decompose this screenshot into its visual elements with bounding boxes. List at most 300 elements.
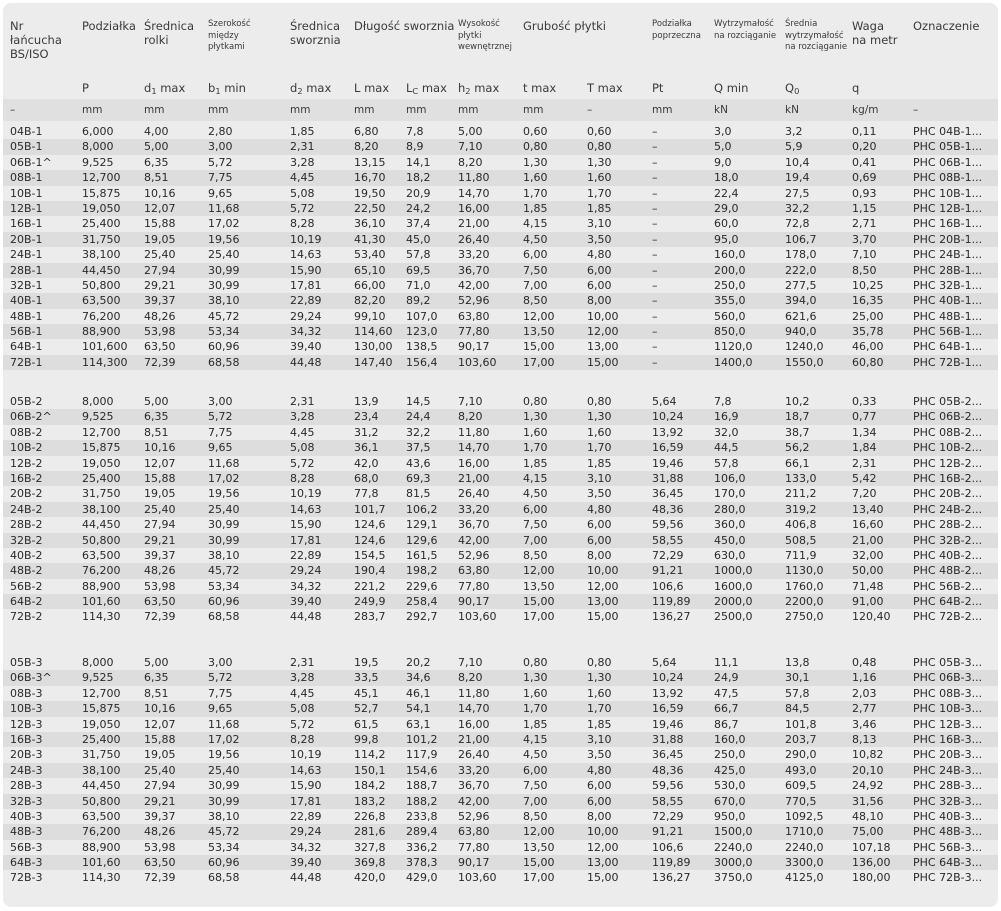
table-cell: 14,1 (406, 155, 431, 169)
table-cell: 6,00 (523, 248, 548, 262)
table-cell: 42,00 (458, 278, 490, 292)
table-cell: PHC 06B-2... (913, 410, 983, 424)
column-symbol (652, 77, 663, 99)
table-row (3, 216, 998, 231)
table-cell: 1130,0 (785, 564, 824, 578)
table-cell: 0,11 (852, 125, 877, 138)
table-cell: 281,6 (354, 825, 386, 839)
table-cell: PHC 48B-3... (913, 825, 983, 839)
table-cell: 249,9 (354, 595, 386, 609)
table-cell: 50,800 (82, 794, 121, 808)
table-cell: 1,84 (852, 441, 877, 455)
column-unit: – (10, 104, 16, 116)
table-cell: 7,10 (458, 140, 483, 154)
table-cell: 58,55 (652, 533, 684, 547)
column-symbol (144, 77, 185, 100)
table-cell: 42,00 (458, 794, 490, 808)
table-cell: 15,875 (82, 186, 121, 200)
table-row (3, 186, 998, 201)
table-cell: 3750,0 (714, 871, 753, 885)
table-cell: 8,000 (82, 656, 114, 669)
table-cell: 91,21 (652, 564, 684, 578)
table-cell: 60,80 (852, 355, 884, 369)
table-cell: 64B-1 (10, 340, 43, 354)
table-cell: 59,56 (652, 779, 684, 793)
table-cell: 188,7 (406, 779, 438, 793)
table-cell: 17,02 (208, 217, 240, 231)
table-cell: 7,00 (523, 533, 548, 547)
table-cell: 5,00 (458, 125, 483, 138)
symbol-letter: L (354, 81, 361, 95)
table-cell: 56B-2 (10, 579, 43, 593)
table-cell: 2,03 (852, 686, 877, 700)
table-cell: 10,24 (652, 671, 684, 685)
table-cell: 29,21 (144, 533, 176, 547)
table-cell: 19,46 (652, 717, 684, 731)
table-cell: 3,2 (785, 125, 803, 138)
symbol-qualifier: max (418, 81, 447, 95)
table-cell: 36,1 (354, 441, 379, 455)
symbol-qualifier: max (302, 81, 332, 95)
table-cell: – (652, 263, 658, 277)
column-header: Waga na metr (852, 19, 898, 47)
table-cell: 38,10 (208, 294, 240, 308)
table-cell: 38,10 (208, 548, 240, 562)
table-cell: 38,7 (785, 425, 810, 439)
table-cell: 11,68 (208, 717, 240, 731)
table-cell: 31,88 (652, 471, 684, 485)
table-cell: PHC 28B-3... (913, 779, 983, 793)
table-cell: PHC 56B-2... (913, 579, 983, 593)
table-row (3, 170, 998, 185)
table-cell: 106,2 (406, 502, 438, 516)
table-cell: 5,00 (144, 140, 169, 154)
table-cell: 05B-3 (10, 656, 43, 669)
table-cell: 12B-2 (10, 456, 43, 470)
table-row (3, 471, 998, 486)
table-cell: 8,00 (587, 294, 612, 308)
table-cell: 69,5 (406, 263, 431, 277)
table-cell: 10,00 (587, 825, 619, 839)
table-cell: 11,68 (208, 201, 240, 215)
table-cell: 45,72 (208, 309, 240, 323)
table-cell: 1,30 (523, 410, 548, 424)
table-cell: 136,27 (652, 610, 691, 624)
table-cell: 8,20 (458, 410, 483, 424)
table-cell: 1,30 (587, 410, 612, 424)
table-cell: 29,21 (144, 794, 176, 808)
table-cell: 1,30 (587, 671, 612, 685)
table-cell: 6,00 (587, 779, 612, 793)
table-cell: 7,10 (458, 395, 483, 408)
table-cell: 17,81 (290, 278, 322, 292)
table-cell: 5,72 (290, 201, 315, 215)
table-row (3, 840, 998, 855)
table-cell: 14,70 (458, 441, 490, 455)
table-cell: 39,37 (144, 294, 176, 308)
table-cell: 1,60 (587, 171, 612, 185)
table-cell: 22,89 (290, 294, 322, 308)
table-cell: 450,0 (714, 533, 746, 547)
table-cell: – (652, 340, 658, 354)
table-cell: 61,5 (354, 717, 379, 731)
table-cell: 3,10 (587, 217, 612, 231)
table-row (3, 655, 998, 670)
table-cell: 0,80 (523, 656, 548, 669)
table-cell: 13,8 (785, 656, 810, 669)
table-cell: 12,07 (144, 717, 176, 731)
table-cell: 3,50 (587, 487, 612, 501)
table-cell: 16,00 (458, 717, 490, 731)
table-cell: 1,70 (523, 702, 548, 716)
column-header: Średnia wytrzymałość na rozciąganie (785, 19, 848, 52)
table-row (3, 324, 998, 339)
table-cell: 5,9 (785, 140, 803, 154)
table-cell: 34,32 (290, 325, 322, 339)
table-cell: 4,80 (587, 502, 612, 516)
symbol-letter: Pt (652, 81, 664, 95)
table-cell: 57,8 (406, 248, 431, 262)
table-cell: 950,0 (714, 809, 746, 823)
table-cell: 5,64 (652, 656, 677, 669)
table-cell: 5,72 (208, 410, 233, 424)
table-cell: 20B-3 (10, 748, 43, 762)
table-cell: 24,92 (852, 779, 884, 793)
table-row (3, 278, 998, 293)
table-cell: 130,00 (354, 340, 393, 354)
table-cell: 101,2 (406, 732, 438, 746)
table-row (3, 425, 998, 440)
table-cell: 12,00 (523, 825, 555, 839)
table-cell: 1,70 (523, 441, 548, 455)
table-row (3, 563, 998, 578)
table-cell: 16,00 (458, 456, 490, 470)
table-cell: 18,0 (714, 171, 739, 185)
symbol-qualifier: max (156, 81, 186, 95)
table-cell: 48B-3 (10, 825, 43, 839)
table-cell: 60,96 (208, 856, 240, 870)
table-cell: 101,7 (354, 502, 386, 516)
table-cell: 63,50 (144, 340, 176, 354)
column-symbol (523, 77, 556, 99)
table-cell: 6,00 (587, 263, 612, 277)
table-row (3, 456, 998, 471)
table-cell: 39,40 (290, 595, 322, 609)
table-cell: 226,8 (354, 809, 386, 823)
table-cell: 280,0 (714, 502, 746, 516)
table-cell: PHC 24B-1... (913, 248, 983, 262)
table-cell: 26,40 (458, 232, 490, 246)
table-row (3, 670, 998, 685)
column-unit: kg/m (852, 104, 879, 116)
table-cell: 68,58 (208, 871, 240, 885)
table-cell: 33,20 (458, 502, 490, 516)
table-cell: 19,50 (354, 186, 386, 200)
table-cell: 19,5 (354, 656, 379, 669)
table-cell: 14,5 (406, 395, 431, 408)
table-cell: 21,00 (852, 533, 884, 547)
table-cell: 8,28 (290, 471, 315, 485)
table-cell: 18,2 (406, 171, 431, 185)
table-cell: 114,60 (354, 325, 393, 339)
table-cell: 4,50 (523, 748, 548, 762)
column-header: Oznaczenie (913, 19, 980, 33)
table-cell: 1000,0 (714, 564, 753, 578)
table-cell: 40B-3 (10, 809, 43, 823)
table-cell: 5,00 (144, 395, 169, 408)
table-row (3, 686, 998, 701)
table-row (3, 155, 998, 170)
table-cell: 233,8 (406, 809, 438, 823)
table-cell: 10,16 (144, 186, 176, 200)
table-cell: 15,88 (144, 471, 176, 485)
table-cell: 12,00 (523, 309, 555, 323)
table-cell: 3000,0 (714, 856, 753, 870)
table-row (3, 763, 998, 778)
table-cell: PHC 05B-3... (913, 656, 983, 669)
table-cell: 8,000 (82, 140, 114, 154)
table-cell: 425,0 (714, 763, 746, 777)
table-cell: 4125,0 (785, 871, 824, 885)
table-cell: 106,0 (714, 471, 746, 485)
table-group-single-strand (3, 124, 998, 370)
table-cell: 88,900 (82, 579, 121, 593)
table-cell: – (652, 325, 658, 339)
table-cell: 6,35 (144, 155, 169, 169)
table-cell: 119,89 (652, 856, 691, 870)
table-cell: 1,85 (587, 201, 612, 215)
column-header: Podziałka (82, 19, 136, 33)
table-cell: – (652, 217, 658, 231)
table-cell: 133,0 (785, 471, 817, 485)
table-cell: 32,2 (406, 425, 431, 439)
table-cell: 84,5 (785, 702, 810, 716)
table-cell: 7,50 (523, 779, 548, 793)
table-cell: 32B-3 (10, 794, 43, 808)
table-cell: 60,96 (208, 340, 240, 354)
table-cell: – (652, 309, 658, 323)
table-cell: 72,29 (652, 548, 684, 562)
table-cell: 15,00 (587, 610, 619, 624)
table-cell: 36,45 (652, 487, 684, 501)
table-cell: PHC 40B-3... (913, 809, 983, 823)
symbol-letter: h (458, 81, 466, 95)
table-cell: 420,0 (354, 871, 386, 885)
table-cell: 16,35 (852, 294, 884, 308)
table-cell: 117,9 (406, 748, 438, 762)
table-cell: 16,59 (652, 702, 684, 716)
table-cell: 4,45 (290, 425, 315, 439)
table-cell: 22,89 (290, 548, 322, 562)
table-row (3, 124, 998, 139)
table-cell: 5,64 (652, 395, 677, 408)
table-cell: 15,875 (82, 702, 121, 716)
table-cell: 850,0 (714, 325, 746, 339)
column-header: Wytrzymałość na rozciąganie (714, 19, 777, 41)
table-cell: – (652, 355, 658, 369)
table-row (3, 394, 998, 409)
table-cell: 123,0 (406, 325, 438, 339)
table-cell: 12,700 (82, 425, 121, 439)
symbol-subscript: C (412, 86, 419, 96)
table-cell: 4,50 (523, 487, 548, 501)
table-cell: 3,10 (587, 471, 612, 485)
table-cell: 198,2 (406, 564, 438, 578)
table-cell: 406,8 (785, 518, 817, 532)
column-symbol (406, 77, 447, 100)
table-cell: 47,5 (714, 686, 739, 700)
table-cell: 25,400 (82, 732, 121, 746)
table-cell: 114,30 (82, 610, 121, 624)
table-cell: 15,88 (144, 217, 176, 231)
table-cell: 188,2 (406, 794, 438, 808)
table-cell: 1,34 (852, 425, 877, 439)
table-cell: 4,45 (290, 171, 315, 185)
table-cell: 57,8 (785, 686, 810, 700)
table-cell: 88,900 (82, 325, 121, 339)
table-cell: 6,35 (144, 671, 169, 685)
table-cell: 30,99 (208, 794, 240, 808)
table-cell: 19,050 (82, 201, 121, 215)
column-unit: mm (652, 104, 673, 116)
table-cell: 621,6 (785, 309, 817, 323)
table-cell: 43,6 (406, 456, 431, 470)
table-cell: 429,0 (406, 871, 438, 885)
table-cell: 76,200 (82, 564, 121, 578)
table-cell: 609,5 (785, 779, 817, 793)
table-cell: 11,80 (458, 171, 490, 185)
table-cell: 25,40 (144, 763, 176, 777)
table-cell: 29,24 (290, 564, 322, 578)
table-cell: 11,80 (458, 425, 490, 439)
table-cell: 8,50 (523, 809, 548, 823)
table-cell: PHC 48B-1... (913, 309, 983, 323)
table-cell: 33,20 (458, 248, 490, 262)
table-cell: 39,40 (290, 856, 322, 870)
table-row (3, 747, 998, 762)
table-cell: PHC 64B-1... (913, 340, 983, 354)
table-cell: PHC 08B-1... (913, 171, 983, 185)
symbol-qualifier: min (220, 81, 246, 95)
table-cell: 16,60 (852, 518, 884, 532)
column-header: Nr łańcucha BS/ISO (10, 19, 62, 61)
table-cell: 170,0 (714, 487, 746, 501)
column-unit: mm (144, 104, 165, 116)
column-unit: mm (523, 104, 544, 116)
table-cell: 12,00 (523, 564, 555, 578)
table-cell: 99,8 (354, 732, 379, 746)
table-cell: 39,37 (144, 809, 176, 823)
table-cell: 36,70 (458, 779, 490, 793)
table-cell: 77,80 (458, 325, 490, 339)
table-cell: 17,00 (523, 355, 555, 369)
table-cell: 106,6 (652, 840, 684, 854)
table-cell: 33,20 (458, 763, 490, 777)
table-cell: 14,63 (290, 763, 322, 777)
symbol-letter: Q (785, 81, 795, 95)
symbol-letter: q (852, 81, 860, 95)
table-cell: 5,42 (852, 471, 877, 485)
table-cell: 12,00 (587, 840, 619, 854)
table-cell: 5,72 (290, 456, 315, 470)
table-cell: 06B-3^ (10, 671, 52, 685)
table-cell: 11,68 (208, 456, 240, 470)
table-cell: 44,48 (290, 610, 322, 624)
table-cell: 222,0 (785, 263, 817, 277)
table-cell: 48,36 (652, 763, 684, 777)
table-cell: 10B-3 (10, 702, 43, 716)
table-cell: 5,08 (290, 186, 315, 200)
table-cell: 29,21 (144, 278, 176, 292)
column-symbol (458, 77, 499, 100)
table-cell: 58,55 (652, 794, 684, 808)
table-cell: 7,8 (406, 125, 424, 138)
table-cell: PHC 72B-1... (913, 355, 983, 369)
table-cell: 15,00 (523, 856, 555, 870)
table-row (3, 309, 998, 324)
table-cell: 38,100 (82, 248, 121, 262)
table-cell: 21,00 (458, 732, 490, 746)
table-cell: 99,10 (354, 309, 386, 323)
table-cell: 103,60 (458, 610, 497, 624)
table-cell: 6,35 (144, 410, 169, 424)
table-cell: 8,51 (144, 425, 169, 439)
table-cell: 4,50 (523, 232, 548, 246)
table-cell: 9,525 (82, 410, 114, 424)
table-cell: 114,2 (354, 748, 386, 762)
table-cell: 1,30 (587, 155, 612, 169)
column-header: Szerokość między płytkami (208, 19, 251, 52)
table-cell: 119,89 (652, 595, 691, 609)
table-cell: 44,450 (82, 779, 121, 793)
table-cell: 63,500 (82, 294, 121, 308)
table-cell: 1,30 (523, 671, 548, 685)
table-cell: 3,50 (587, 748, 612, 762)
table-cell: 95,0 (714, 232, 739, 246)
table-cell: – (652, 232, 658, 246)
table-cell: 53,40 (354, 248, 386, 262)
table-cell: 1,15 (852, 201, 877, 215)
table-cell: 34,32 (290, 579, 322, 593)
table-cell: 0,20 (852, 140, 877, 154)
table-cell: 4,15 (523, 217, 548, 231)
table-row (3, 609, 998, 624)
table-cell: 12,07 (144, 201, 176, 215)
column-symbol (785, 77, 799, 100)
table-cell: 32,00 (852, 548, 884, 562)
table-cell: 28B-1 (10, 263, 43, 277)
table-cell: 3,00 (208, 656, 233, 669)
table-cell: 1120,0 (714, 340, 753, 354)
table-cell: 2750,0 (785, 610, 824, 624)
table-cell: 2200,0 (785, 595, 824, 609)
symbol-qualifier: max (594, 81, 623, 95)
table-cell: PHC 28B-1... (913, 263, 983, 277)
table-cell: 1,85 (523, 201, 548, 215)
table-cell: 44,48 (290, 355, 322, 369)
table-cell: 53,34 (208, 579, 240, 593)
table-cell: 19,05 (144, 487, 176, 501)
table-cell: 124,6 (354, 533, 386, 547)
table-row (3, 824, 998, 839)
table-cell: 38,10 (208, 809, 240, 823)
table-cell: 4,80 (587, 248, 612, 262)
table-cell: 530,0 (714, 779, 746, 793)
table-cell: 52,96 (458, 548, 490, 562)
table-cell: 13,15 (354, 155, 386, 169)
table-cell: – (652, 171, 658, 185)
table-cell: 493,0 (785, 763, 817, 777)
